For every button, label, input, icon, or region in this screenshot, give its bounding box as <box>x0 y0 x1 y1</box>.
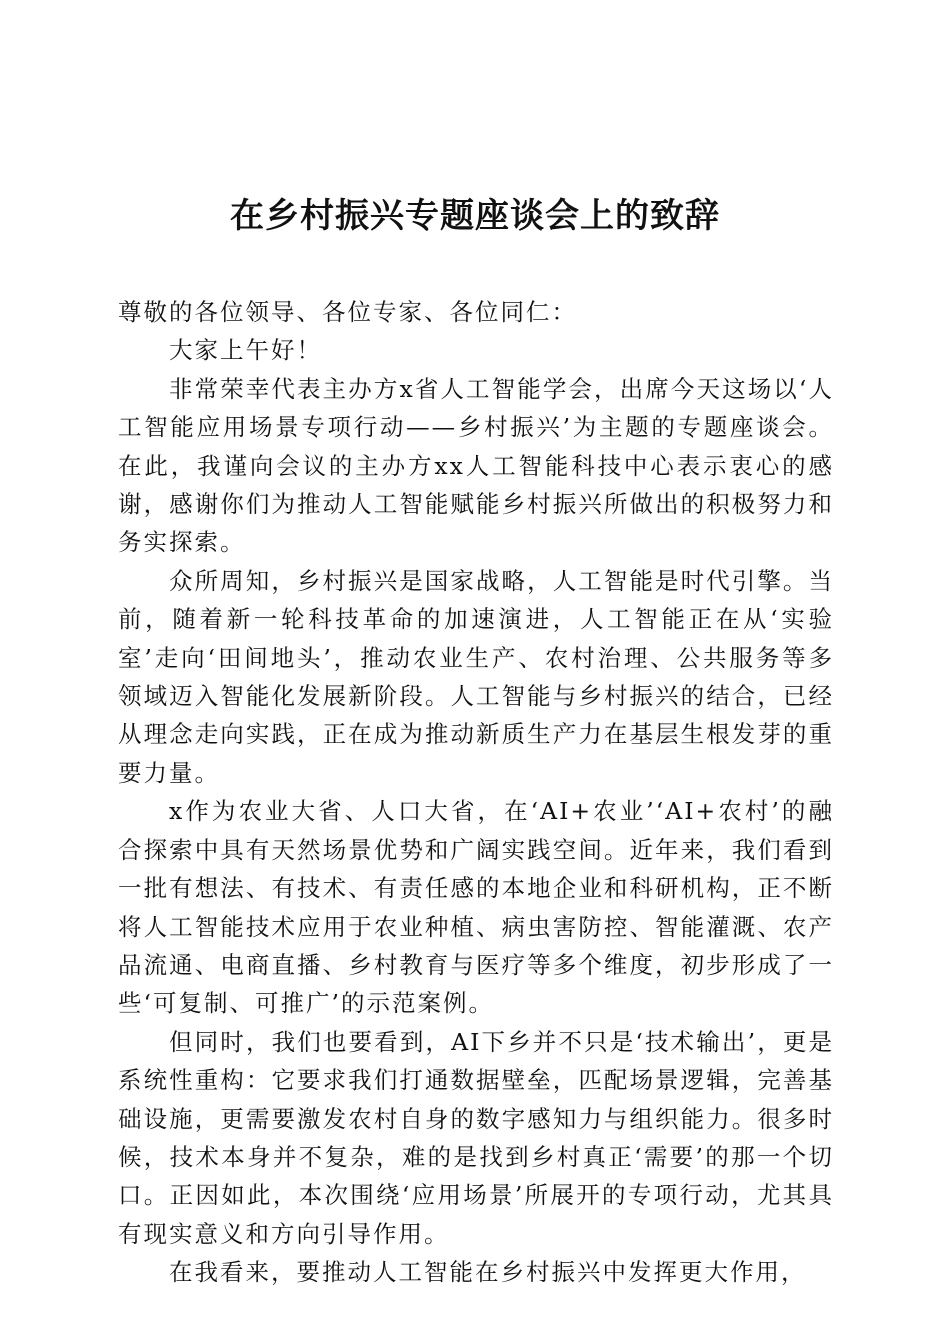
paragraph-greeting: 大家上午好！ <box>169 336 322 365</box>
salutation: 尊敬的各位领导、各位专家、各位同仁： <box>118 298 577 326</box>
paragraph-thanks: 非常荣幸代表主办方x省人工智能学会，出席今天这场以‘人工智能应用场景专项行动——乡村振兴’为主题的专题座谈会。在此，我谨向会议的主办方xx人工智能科技中心表示衷心的感谢，感谢你们为推动人工智能赋能乡村振兴所做出的积极努力和务实探索。 <box>118 374 834 557</box>
paragraph-background: 众所周知，乡村振兴是国家战略，人工智能是时代引擎。当前，随着新一轮科技革命的加速演进，人工智能正在从‘实验室’走向‘田间地头’，推动农业生产、农村治理、公共服务等多领域迈入智能化发展新阶段。人工智能与乡村振兴的结合，已经从理念走向实践，正在成为推动新质生产力在基层生根发芽的重要力量。 <box>118 566 834 787</box>
document-title: 在乡村振兴专题座谈会上的致辞 <box>230 196 720 236</box>
paragraph-opinion: 在我看来，要推动人工智能在乡村振兴中发挥更大作用， <box>169 1258 807 1287</box>
paragraph-challenges: 但同时，我们也要看到，AI下乡并不只是‘技术输出’，更是系统性重构：它要求我们打通数据壁垒，匹配场景逻辑，完善基础设施，更需要激发农村自身的数字感知力与组织能力。很多时候，技术本身并不复杂，难的是找到乡村真正‘需要’的那一个切口。正因如此，本次围绕‘应用场景’所展开的专项行动，尤其具有现实意义和方向引导作用。 <box>118 1027 834 1248</box>
paragraph-province-practice: x作为农业大省、人口大省，在‘AI+农业’‘AI+农村’的融合探索中具有天然场景优势和广阔实践空间。近年来，我们看到一批有想法、有技术、有责任感的本地企业和科研机构，正不断将人工智能技术应用于农业种植、病虫害防控、智能灌溉、农产品流通、电商直播、乡村教育与医疗等多个维度，初步形成了一些‘可复制、可推广’的示范案例。 <box>118 797 834 1018</box>
document-body <box>118 293 834 1292</box>
